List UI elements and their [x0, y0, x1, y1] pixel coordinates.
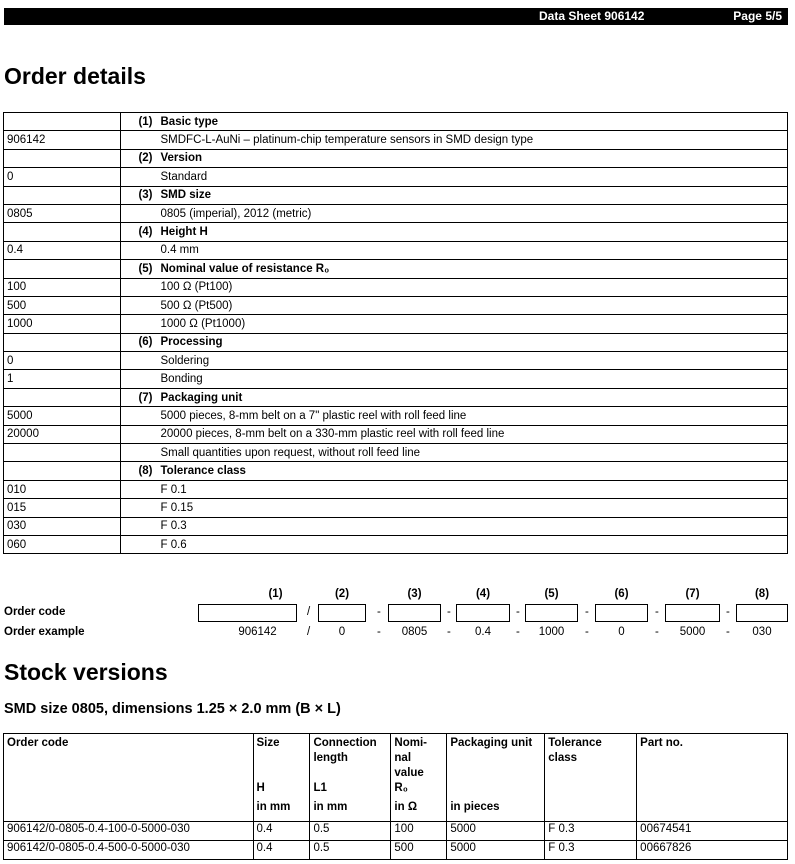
cell-c1: 5000: [4, 407, 121, 425]
cell-c3: F 0.6: [157, 535, 788, 553]
stock-header-title: Part no.: [640, 737, 683, 749]
cell-c2: [121, 296, 157, 314]
cell-c3: F 0.15: [157, 499, 788, 517]
cell-c1: [4, 186, 121, 204]
order-code-position-number: (6): [614, 588, 629, 600]
order-example-value: 906142: [238, 626, 277, 638]
order-code-separator: -: [655, 626, 659, 638]
cell-c1: [4, 462, 121, 480]
cell-c2: [121, 517, 157, 535]
stock-header-cell: [253, 734, 310, 822]
stock-header-cell: [447, 734, 545, 822]
order-example-value: 1000: [538, 626, 565, 638]
order-example-value: 5000: [679, 626, 706, 638]
order-code-separator: -: [585, 606, 589, 618]
order-details-title: Order details: [4, 63, 146, 89]
stock-header-title: Packaging unit: [450, 737, 533, 749]
option-row: [4, 204, 788, 222]
section-header-row: [4, 333, 788, 351]
order-code-input-box: [525, 604, 578, 622]
cell-c2: [121, 278, 157, 296]
stock-cell: 906142/0-0805-0.4-100-0-5000-030: [4, 822, 254, 841]
order-code-separator: -: [447, 606, 451, 618]
order-code-input-box: [198, 604, 297, 622]
order-code-separator: -: [377, 606, 381, 618]
stock-header-cell: [545, 734, 637, 822]
stock-header-unit: H in mm: [256, 782, 291, 813]
order-code-position-number: (3): [407, 588, 422, 600]
cell-c1: 0: [4, 352, 121, 370]
option-row: [4, 370, 788, 388]
option-row: [4, 517, 788, 535]
option-row: [4, 168, 788, 186]
cell-c3: Processing: [157, 333, 788, 351]
cell-c2: [121, 131, 157, 149]
stock-header-title: Connection length: [313, 737, 377, 764]
order-example-value: 030: [752, 626, 772, 638]
order-code-separator: /: [307, 626, 311, 638]
order-example-value: 0.4: [475, 626, 491, 638]
section-header-row: [4, 149, 788, 167]
cell-c3: 100 Ω (Pt100): [157, 278, 788, 296]
option-row: [4, 407, 788, 425]
stock-cell: 100: [391, 822, 447, 841]
cell-c1: 500: [4, 296, 121, 314]
stock-cell: F 0.3: [545, 841, 637, 860]
cell-c1: [4, 113, 121, 131]
cell-c3: Basic type: [157, 113, 788, 131]
order-code-input-box: [736, 604, 788, 622]
stock-cell: 00674541: [637, 822, 788, 841]
option-row: [4, 296, 788, 314]
cell-c2: [121, 535, 157, 553]
order-code-position-number: (5): [544, 588, 559, 600]
option-row: [4, 315, 788, 333]
stock-header-unit: in pieces: [450, 801, 500, 813]
order-code-separator: -: [585, 626, 589, 638]
order-code-separator: -: [655, 606, 659, 618]
section-header-row: [4, 186, 788, 204]
cell-c2: [121, 499, 157, 517]
cell-c1: [4, 149, 121, 167]
stock-versions-title: Stock versions: [4, 659, 168, 685]
cell-c2: [121, 315, 157, 333]
stock-header-cell: [637, 734, 788, 822]
cell-c1: 010: [4, 480, 121, 498]
cell-c3: 20000 pieces, 8-mm belt on a 330-mm plastic reel with roll feed line: [157, 425, 788, 443]
cell-c3: Small quantities upon request, without roll feed line: [157, 444, 788, 462]
stock-cell: 00667826: [637, 841, 788, 860]
stock-header-title: Tolerance class: [548, 737, 602, 764]
cell-c3: 500 Ω (Pt500): [157, 296, 788, 314]
stock-header-unit: R₀ in Ω: [394, 782, 418, 813]
option-row: [4, 278, 788, 296]
option-row: [4, 480, 788, 498]
order-code-input-box: [595, 604, 648, 622]
cell-c2: [121, 352, 157, 370]
stock-cell: 0.4: [253, 822, 310, 841]
option-row: [4, 131, 788, 149]
stock-header-title: Order code: [7, 737, 69, 749]
order-code-position-number: (1): [268, 588, 283, 600]
cell-c1: [4, 388, 121, 406]
order-code-input-box: [318, 604, 366, 622]
cell-c2: (3): [121, 186, 157, 204]
stock-cell: 500: [391, 841, 447, 860]
cell-c1: 20000: [4, 425, 121, 443]
stock-row: [4, 822, 788, 841]
cell-c1: 060: [4, 535, 121, 553]
stock-cell: 5000: [447, 822, 545, 841]
cell-c2: [121, 241, 157, 259]
cell-c2: (2): [121, 149, 157, 167]
cell-c3: 0805 (imperial), 2012 (metric): [157, 204, 788, 222]
section-header-row: [4, 462, 788, 480]
order-code-position-number: (8): [754, 588, 770, 600]
stock-row: [4, 841, 788, 860]
cell-c3: Soldering: [157, 352, 788, 370]
order-code-position-number: (2): [334, 588, 350, 600]
order-code-separator: -: [516, 626, 520, 638]
cell-c1: 100: [4, 278, 121, 296]
cell-c2: [121, 444, 157, 462]
order-code-position-number: (7): [685, 588, 700, 600]
cell-c2: (7): [121, 388, 157, 406]
order-code-input-box: [665, 604, 720, 622]
cell-c3: Packaging unit: [157, 388, 788, 406]
cell-c2: (5): [121, 260, 157, 278]
datasheet-label: Data Sheet 906142: [539, 9, 645, 23]
cell-c3: 0.4 mm: [157, 241, 788, 259]
cell-c3: Bonding: [157, 370, 788, 388]
order-code-separator: -: [377, 626, 381, 638]
cell-c1: 1: [4, 370, 121, 388]
cell-c1: 030: [4, 517, 121, 535]
order-details-table: [3, 112, 788, 554]
stock-header-title: Size: [256, 737, 280, 749]
cell-c1: 0.4: [4, 241, 121, 259]
stock-header-cell: [391, 734, 447, 822]
cell-c3: Nominal value of resistance R₀: [157, 260, 788, 278]
option-row: [4, 352, 788, 370]
cell-c2: [121, 425, 157, 443]
section-header-row: [4, 260, 788, 278]
cell-c3: F 0.3: [157, 517, 788, 535]
order-code-input-box: [388, 604, 441, 622]
cell-c2: [121, 407, 157, 425]
stock-header-title: Nomi- nal value: [394, 737, 427, 779]
cell-c1: 0805: [4, 204, 121, 222]
stock-subtitle: SMD size 0805, dimensions 1.25 × 2.0 mm (B × L): [4, 701, 341, 717]
cell-c2: [121, 168, 157, 186]
order-code-separator: -: [726, 606, 730, 618]
stock-cell: 0.5: [310, 822, 391, 841]
order-example-value: 0: [338, 626, 346, 638]
stock-header-unit: L1 in mm: [313, 782, 348, 813]
order-example-value: 0805: [401, 626, 428, 638]
order-code-separator: -: [447, 626, 451, 638]
order-example-value: 0: [618, 626, 625, 638]
cell-c1: 906142: [4, 131, 121, 149]
cell-c3: F 0.1: [157, 480, 788, 498]
stock-cell: 906142/0-0805-0.4-500-0-5000-030: [4, 841, 254, 860]
stock-header-cell: [310, 734, 391, 822]
cell-c1: 015: [4, 499, 121, 517]
cell-c2: [121, 370, 157, 388]
cell-c3: SMD size: [157, 186, 788, 204]
page-number: Page 5/5: [733, 9, 782, 23]
stock-cell: F 0.3: [545, 822, 637, 841]
order-code-label: Order code: [4, 606, 66, 618]
stock-cell: 0.4: [253, 841, 310, 860]
option-row: [4, 535, 788, 553]
page-header-bar: [4, 8, 788, 25]
stock-cell: 0.5: [310, 841, 391, 860]
section-header-row: [4, 388, 788, 406]
order-code-separator: /: [307, 606, 311, 618]
cell-c3: 1000 Ω (Pt1000): [157, 315, 788, 333]
cell-c1: [4, 260, 121, 278]
order-code-separator: -: [726, 626, 730, 638]
section-header-row: [4, 113, 788, 131]
cell-c1: 0: [4, 168, 121, 186]
order-code-input-box: [456, 604, 510, 622]
cell-c2: [121, 480, 157, 498]
stock-header-row: [4, 734, 788, 822]
cell-c2: (4): [121, 223, 157, 241]
cell-c2: (8): [121, 462, 157, 480]
cell-c3: Tolerance class: [157, 462, 788, 480]
cell-c1: [4, 223, 121, 241]
cell-c3: SMDFC-L-AuNi – platinum-chip temperature sensors in SMD design type: [157, 131, 788, 149]
cell-c3: Standard: [157, 168, 788, 186]
option-row: [4, 444, 788, 462]
stock-versions-table: [3, 733, 788, 860]
order-code-separator: -: [516, 606, 520, 618]
cell-c1: [4, 444, 121, 462]
option-row: [4, 425, 788, 443]
cell-c3: Version: [157, 149, 788, 167]
cell-c1: 1000: [4, 315, 121, 333]
option-row: [4, 241, 788, 259]
cell-c2: (1): [121, 113, 157, 131]
option-row: [4, 499, 788, 517]
section-header-row: [4, 223, 788, 241]
order-code-position-number: (4): [475, 588, 491, 600]
cell-c3: 5000 pieces, 8-mm belt on a 7" plastic reel with roll feed line: [157, 407, 788, 425]
cell-c3: Height H: [157, 223, 788, 241]
order-example-label: Order example: [4, 626, 85, 638]
cell-c2: (6): [121, 333, 157, 351]
stock-cell: 5000: [447, 841, 545, 860]
cell-c2: [121, 204, 157, 222]
stock-header-cell: [4, 734, 254, 822]
cell-c1: [4, 333, 121, 351]
